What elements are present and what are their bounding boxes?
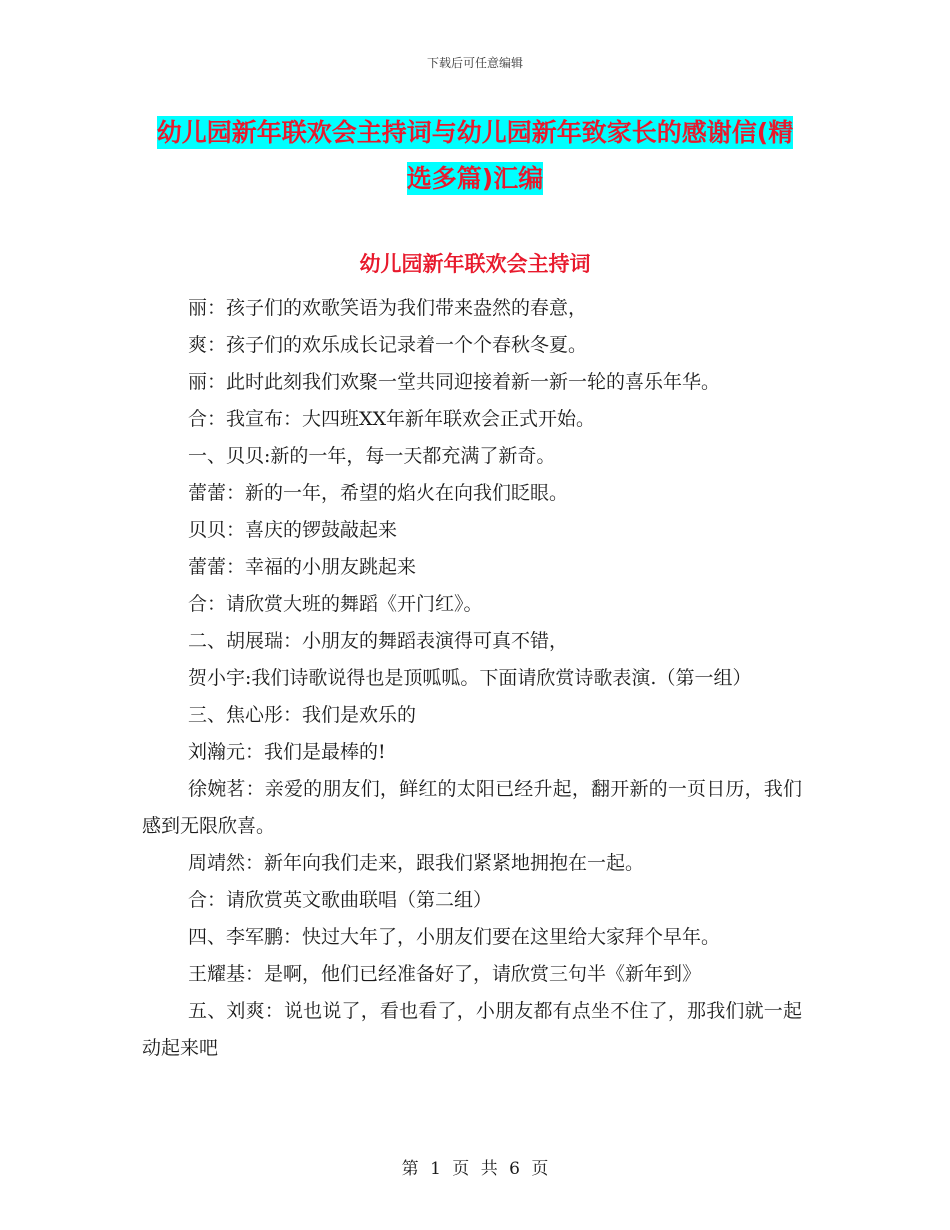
paragraph: 合：请欣赏英文歌曲联唱（第二组） (188, 889, 493, 911)
section-title: 幼儿园新年联欢会主持词 (359, 252, 591, 276)
header-note: 下载后可任意编辑 (426, 56, 523, 70)
paragraph: 一、贝贝:新的一年，每一天都充满了新奇。 (188, 445, 556, 467)
page-footer: 第 1 页 共 6 页 (401, 1159, 549, 1179)
paragraph: 合：我宣布：大四班XX年新年联欢会正式开始。 (188, 408, 596, 430)
document-title-text: 幼儿园新年联欢会主持词与幼儿园新年致家长的感谢信(精选多篇)汇编 (156, 118, 794, 193)
paragraph: 贝贝：喜庆的锣鼓敲起来 (188, 519, 398, 541)
paragraph: 蕾蕾：新的一年，希望的焰火在向我们眨眼。 (188, 482, 569, 504)
paragraph: 三、焦心彤：我们是欢乐的 (188, 704, 417, 726)
paragraph: 爽：孩子们的欢乐成长记录着一个个春秋冬夏。 (188, 334, 588, 356)
paragraph: 蕾蕾：幸福的小朋友跳起来 (188, 556, 417, 578)
paragraph: 贺小宇:我们诗歌说得也是顶呱呱。下面请欣赏诗歌表演.（第一组） (188, 667, 752, 689)
paragraph: 徐婉茗：亲爱的朋友们，鲜红的太阳已经升起，翻开新的一页日历，我们感到无限欣喜。 (142, 778, 802, 837)
paragraph: 四、李军鹏：快过大年了，小朋友们要在这里给大家拜个早年。 (188, 926, 721, 948)
paragraph: 丽：此时此刻我们欢聚一堂共同迎接着新一新一轮的喜乐年华。 (188, 371, 721, 393)
paragraph: 二、胡展瑞：小朋友的舞蹈表演得可真不错， (188, 630, 569, 652)
paragraph: 刘瀚元：我们是最棒的! (188, 741, 386, 763)
paragraph: 丽：孩子们的欢歌笑语为我们带来盎然的春意， (188, 297, 588, 319)
paragraph: 合：请欣赏大班的舞蹈《开门红》。 (188, 593, 483, 615)
paragraph: 周靖然：新年向我们走来，跟我们紧紧地拥抱在一起。 (188, 852, 645, 874)
paragraph: 王耀基：是啊，他们已经准备好了，请欣赏三句半《新年到》 (188, 963, 702, 985)
paragraph: 五、刘爽：说也说了，看也看了，小朋友都有点坐不住了，那我们就一起动起来吧 (142, 1000, 802, 1059)
document-title (150, 110, 800, 202)
body-text (142, 290, 802, 1067)
